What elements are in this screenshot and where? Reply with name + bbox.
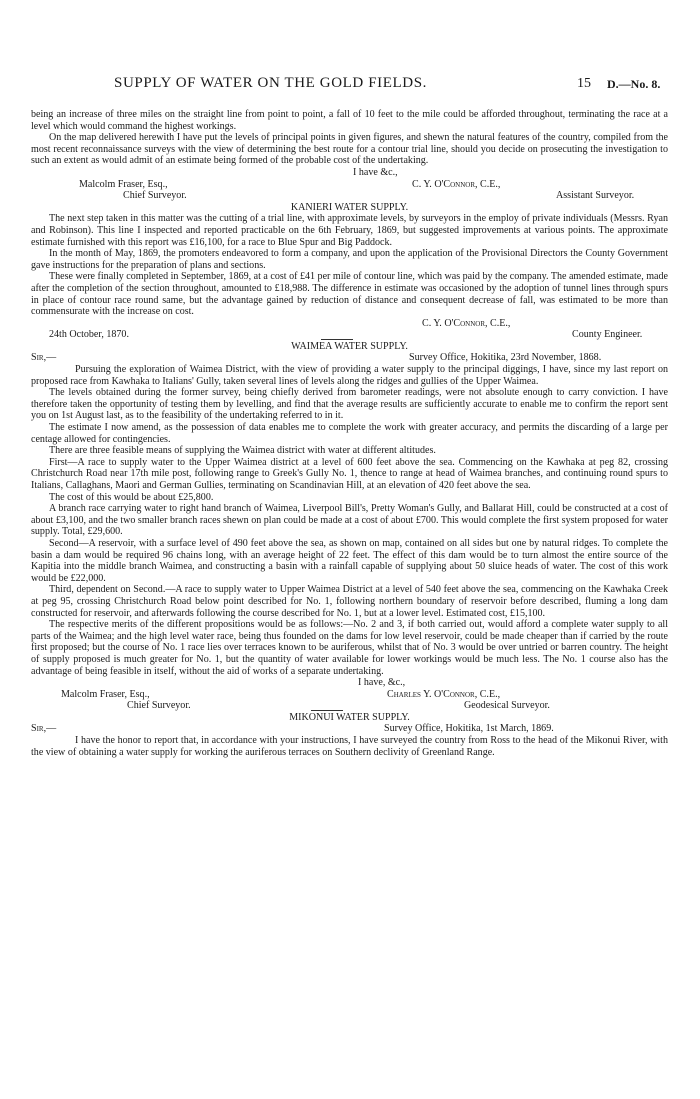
paragraph: A branch race carrying water to right hand branch of Waimea, Liverpool Bill's, Pretty Woman's Gully, and Ballarat Hill, could be constructed at a cost of about £3,100, and the two smaller branch races shewn on plan could be made at a cost of about £700. This would complete the first system proposed for water supply. Total, £29,600. — [31, 503, 668, 538]
salutation: Sir,— — [31, 723, 57, 735]
paragraph: There are three feasible means of supplying the Waimea district with water at different altitudes. — [49, 445, 436, 457]
paragraph: Second—A reservoir, with a surface level of 490 feet above the sea, as shown on map, contained on all sides but one by natural ridges. To complete the basin a dam would be required 96 chains long, with an average height of 22 feet. The effect of this dam would be to turn almost the entire source of the Kapitia into the middle branch Waimea, and constructing a basin with a rainfall capable of supplying about 50 sluice heads of water. The cost of this work would be £22,000. — [31, 537, 668, 584]
signer-title: County Engineer. — [572, 329, 643, 341]
paragraph: First—A race to supply water to the Upper Waimea district at a level of 600 feet above the sea. Commencing on the Kawhaka at peg 82, crossing Christchurch Road near 17th mile post, following range to Greek's Gully No. 1, thence to range at head of Waimea branches, and continuing round spurs to Italians, Callaghans, Maori and German Gullies, terminating on Scandinavian Hill, at an elevation of 420 feet above the sea. — [31, 456, 668, 491]
signer-name: C. Y. O'Connor, C.E., — [422, 317, 511, 329]
paragraph: On the map delivered herewith I have put the levels of principal points in given figures, and shewn the natural features of the country, compiled from the most recent reconnaissance surveys with the view of determining the best route for a contour trial line, should you decide on prosecuting the investigation to such an extent as would admit of an estimate being formed of the probable cost of the undertaking. — [31, 132, 668, 167]
closing: I have &c., — [353, 166, 398, 178]
page-number: 15 — [577, 76, 591, 91]
signer-name: C. Y. O'Connor, C.E., — [412, 178, 501, 190]
paragraph: Third, dependent on Second.—A race to supply water to Upper Waimea District at a level of 540 feet above the sea, commencing on the Kawhaka Creek at peg 95, crossing Christchurch Road below point described for No. 1, following northern boundary of reservoir before described, fluming a long dam constructed for reservoir, and afterwards following the course described for No. 1, but at a lower level. Estimated cost, £15,100. — [31, 584, 668, 619]
page-body — [31, 109, 668, 758]
addressee-name: Malcolm Fraser, Esq., — [79, 178, 168, 190]
page-header — [0, 75, 700, 94]
running-title: SUPPLY OF WATER ON THE GOLD FIELDS. — [114, 75, 427, 91]
paragraph: Pursuing the exploration of Waimea District, with the view of providing a water supply to the principal diggings, I have, since my last report on proposed race from Kawhaka to Italians' Gully, taken several lines of levels along the ridges and gullies of the Upper Waimea. — [31, 364, 668, 387]
dateline: Survey Office, Hokitika, 23rd November, 1868. — [409, 352, 602, 364]
paragraph: These were finally completed in September, 1869, at a cost of £41 per mile of contour line, which was paid by the company. The amended estimate, made after the completion of the section throughout, amounted to £18,988. The difference in estimate was occasioned by the adoption of tunnel lines through spurs in place of contour race round same, but the advantage gained by reduction of distance and consequent decrease of fall, was estimated to be more than commensurate with the increase on cost. — [31, 271, 668, 318]
paragraph: The next step taken in this matter was the cutting of a trial line, with approximate levels, by surveyors in the employ of private individuals (Messrs. Ryan and Robinson). This line I inspected and reported practicable on the 6th February, 1869, but suggested improvements at various points. The approximate estimate furnished with this report was £16,100, for a race to Blue Spur and Big Paddock. — [31, 213, 668, 248]
dateline: Survey Office, Hokitika, 1st March, 1869. — [384, 723, 554, 735]
signer-title: Geodesical Surveyor. — [464, 700, 550, 712]
paragraph: I have the honor to report that, in accordance with your instructions, I have surveyed the country from Ross to the head of the Mikonui River, with the view of obtaining a water supply for working the auriferous terraces on Southern declivity of Greenland Range. — [31, 735, 668, 758]
paragraph: The respective merits of the different propositions would be as follows:—No. 2 and 3, if both carried out, would afford a complete water supply to all parts of the Waimea; and the high level water race, being thus founded on the dams for low level reservoir, could be made cheaper than if carried by the route first proposed; but the course of No. 1 race lies over terraces known to be auriferous, whilst that of No. 3 would be over untried or barren country. The height of supply proposed is much greater for No. 1, but the quantity of water available for lower workings would be much less. The No. 1 course also has the advantage of being feasible in itself, without the aid of works of a separate undertaking. — [31, 619, 668, 677]
signer-title: Assistant Surveyor. — [556, 190, 635, 202]
date: 24th October, 1870. — [49, 329, 129, 341]
signature-block — [31, 167, 668, 179]
paragraph: being an increase of three miles on the straight line from point to point, a fall of 10 feet to the mile could be afforded throughout, terminating the race at a level which would command the highest workings. — [31, 109, 668, 132]
paragraph: The levels obtained during the former survey, being chiefly derived from barometer readings, were not absolute enough to carry conviction. I have therefore taken the opportunity of testing them by levelling, and find that the average results are sufficiently accurate to enable me to confirm the report sent you on 1st August last, as to the feasibility of the undertaking referred to in it. — [31, 387, 668, 422]
signer-name: Charles Y. O'Connor, C.E., — [387, 688, 501, 700]
section-heading: KANIERI WATER SUPPLY. — [290, 201, 409, 213]
paragraph: The cost of this would be about £25,800. — [49, 491, 214, 503]
document-reference: D.—No. 8. — [607, 77, 661, 91]
addressee-name: Malcolm Fraser, Esq., — [61, 688, 150, 700]
closing: I have, &c., — [358, 677, 406, 689]
section-heading: WAIMEA WATER SUPPLY. — [291, 340, 408, 352]
addressee-title: Chief Surveyor. — [123, 190, 187, 202]
salutation: Sir,— — [31, 352, 57, 364]
section-heading: MIKONUI WATER SUPPLY. — [289, 711, 410, 723]
paragraph: The estimate I now amend, as the possession of data enables me to complete the work with greater accuracy, and permits the discarding of a large per centage allowed for contingencies. — [31, 422, 668, 445]
addressee-title: Chief Surveyor. — [127, 700, 191, 712]
paragraph: In the month of May, 1869, the promoters endeavored to form a company, and upon the application of the Provisional Directors the County Government gave instructions for the preparation of plans and sections. — [31, 248, 668, 271]
